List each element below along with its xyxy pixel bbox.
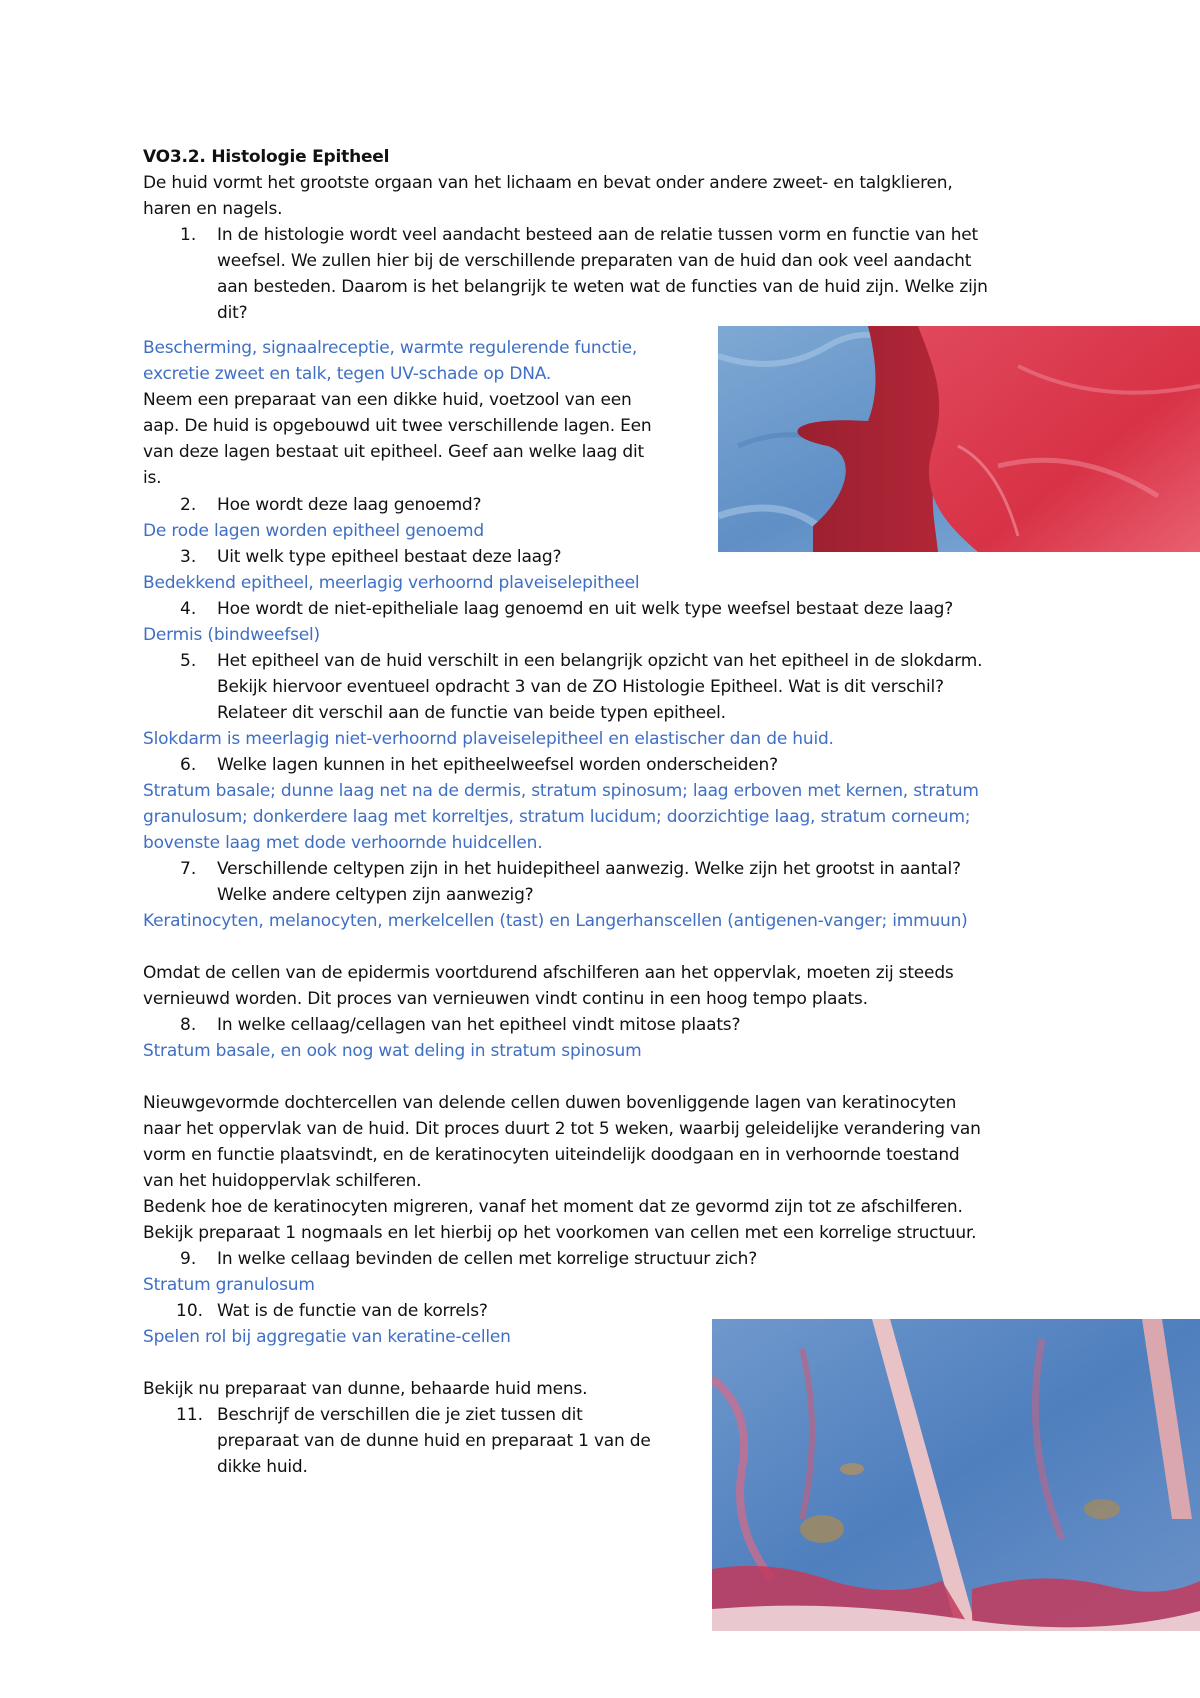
answer-10: Spelen rol bij aggregatie van keratine-cellen — [143, 1327, 511, 1347]
answer-6-line: granulosum; donkerdere laag met korreltjes, stratum lucidum; doorzichtige laag, stratum corneum; — [143, 807, 971, 827]
paragraph-4: Bekijk nu preparaat van dunne, behaarde huid mens. — [143, 1379, 588, 1399]
paragraph-2-line: vernieuwd worden. Dit proces van vernieuwen vindt continu in een hoog tempo plaats. — [143, 989, 868, 1009]
paragraph-3-line: naar het oppervlak van de huid. Dit proces duurt 2 tot 5 weken, waarbij geleidelijke verandering van — [143, 1119, 981, 1139]
paragraph-3-line: van het huidoppervlak schilferen. — [143, 1171, 422, 1191]
question-9-text: In welke cellaag bevinden de cellen met korrelige structuur zich? — [217, 1249, 758, 1269]
question-number-7: 7. — [180, 859, 197, 879]
preparation-1-line: is. — [143, 468, 162, 488]
question-number-9: 9. — [180, 1249, 197, 1269]
question-1-line: weefsel. We zullen hier bij de verschillende preparaten van de huid dan ook veel aandacht — [217, 251, 972, 271]
thick-skin-micrograph — [718, 326, 1200, 552]
question-number-4: 4. — [180, 599, 197, 619]
answer-7: Keratinocyten, melanocyten, merkelcellen (tast) en Langerhanscellen (antigenen-vanger; immuun) — [143, 911, 968, 931]
answer-4: Dermis (bindweefsel) — [143, 625, 320, 645]
question-4-text: Hoe wordt de niet-epitheliale laag genoemd en uit welk type weefsel bestaat deze laag? — [217, 599, 954, 619]
question-number-3: 3. — [180, 547, 197, 567]
answer-1-line: excretie zweet en talk, tegen UV-schade op DNA. — [143, 364, 552, 384]
document-title: VO3.2. Histologie Epitheel — [143, 147, 390, 167]
question-1-line: dit? — [217, 303, 248, 323]
question-1-line: aan besteden. Daarom is het belangrijk te weten wat de functies van de huid zijn. Welke zijn — [217, 277, 988, 297]
answer-5: Slokdarm is meerlagig niet-verhoornd plaveiselepitheel en elastischer dan de huid. — [143, 729, 834, 749]
question-11-line: Beschrijf de verschillen die je ziet tussen dit — [217, 1405, 583, 1425]
question-1-line: In de histologie wordt veel aandacht besteed aan de relatie tussen vorm en functie van het — [217, 225, 978, 245]
question-number-10: 10. — [176, 1301, 204, 1321]
answer-3: Bedekkend epitheel, meerlagig verhoornd plaveiselepitheel — [143, 573, 640, 593]
question-5-line: Bekijk hiervoor eventueel opdracht 3 van de ZO Histologie Epitheel. Wat is dit verschil? — [217, 677, 944, 697]
question-11-line: dikke huid. — [217, 1457, 308, 1477]
question-5-line: Het epitheel van de huid verschilt in een belangrijk opzicht van het epitheel in de slokdarm. — [217, 651, 983, 671]
question-7-line: Verschillende celtypen zijn in het huidepitheel aanwezig. Welke zijn het grootst in aantal? — [217, 859, 961, 879]
question-number-11: 11. — [176, 1405, 204, 1425]
question-11-line: preparaat van de dunne huid en preparaat 1 van de — [217, 1431, 651, 1451]
question-8-text: In welke cellaag/cellagen van het epitheel vindt mitose plaats? — [217, 1015, 741, 1035]
paragraph-3-line: Bedenk hoe de keratinocyten migreren, vanaf het moment dat ze gevormd zijn tot ze afschilferen. — [143, 1197, 963, 1217]
question-number-2: 2. — [180, 495, 197, 515]
question-number-1: 1. — [180, 225, 197, 245]
question-10-text: Wat is de functie van de korrels? — [217, 1301, 488, 1321]
thin-skin-micrograph — [712, 1319, 1200, 1631]
preparation-1-line: Neem een preparaat van een dikke huid, voetzool van een — [143, 390, 632, 410]
paragraph-3-line: Bekijk preparaat 1 nogmaals en let hierbij op het voorkomen van cellen met een korrelige structuur. — [143, 1223, 977, 1243]
question-number-8: 8. — [180, 1015, 197, 1035]
question-number-6: 6. — [180, 755, 197, 775]
intro-line-2: haren en nagels. — [143, 199, 283, 219]
preparation-1-line: aap. De huid is opgebouwd uit twee verschillende lagen. Een — [143, 416, 652, 436]
question-2-text: Hoe wordt deze laag genoemd? — [217, 495, 482, 515]
answer-2: De rode lagen worden epitheel genoemd — [143, 521, 484, 541]
answer-8: Stratum basale, en ook nog wat deling in stratum spinosum — [143, 1041, 642, 1061]
paragraph-3-line: Nieuwgevormde dochtercellen van delende cellen duwen bovenliggende lagen van keratinocyten — [143, 1093, 957, 1113]
intro-line-1: De huid vormt het grootste orgaan van het lichaam en bevat onder andere zweet- en talgklieren, — [143, 173, 953, 193]
paragraph-3-line: vorm en functie plaatsvindt, en de keratinocyten uiteindelijk doodgaan en in verhoornde toestand — [143, 1145, 960, 1165]
question-5-line: Relateer dit verschil aan de functie van beide typen epitheel. — [217, 703, 726, 723]
question-7-line: Welke andere celtypen zijn aanwezig? — [217, 885, 534, 905]
question-6-text: Welke lagen kunnen in het epitheelweefsel worden onderscheiden? — [217, 755, 778, 775]
answer-6-line: Stratum basale; dunne laag net na de dermis, stratum spinosum; laag erboven met kernen, stratum — [143, 781, 979, 801]
question-3-text: Uit welk type epitheel bestaat deze laag? — [217, 547, 562, 567]
paragraph-2-line: Omdat de cellen van de epidermis voortdurend afschilferen aan het oppervlak, moeten zij steeds — [143, 963, 954, 983]
answer-6-line: bovenste laag met dode verhoornde huidcellen. — [143, 833, 543, 853]
question-number-5: 5. — [180, 651, 197, 671]
preparation-1-line: van deze lagen bestaat uit epitheel. Geef aan welke laag dit — [143, 442, 644, 462]
answer-1-line: Bescherming, signaalreceptie, warmte regulerende functie, — [143, 338, 638, 358]
answer-9: Stratum granulosum — [143, 1275, 315, 1295]
